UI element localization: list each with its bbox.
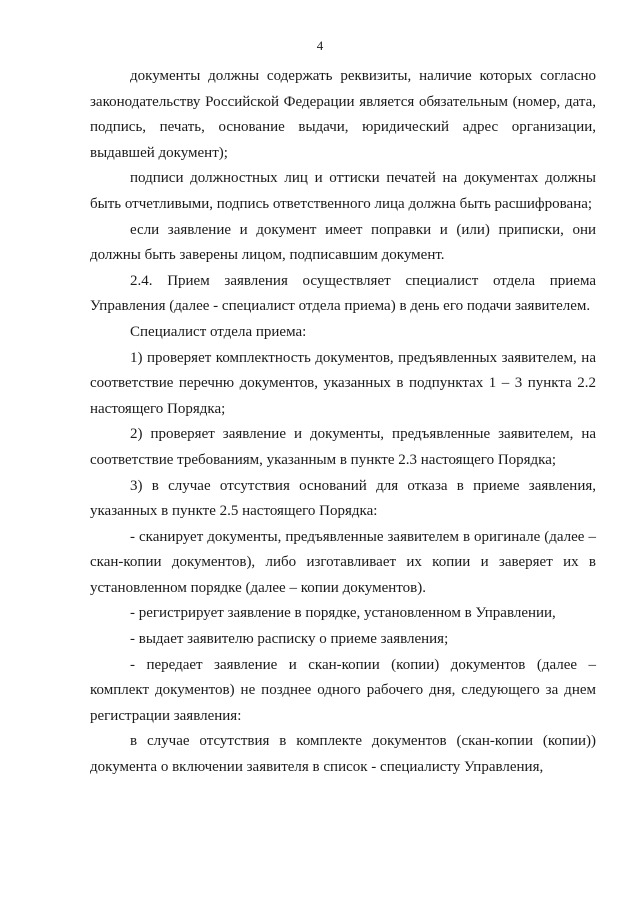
paragraph: документы должны содержать реквизиты, наличие которых согласно законодательству Российской Федерации является обязательным (номер, дата, подпись, печать, основание выдачи, юридический адрес организации, выдавшей документ); — [90, 68, 596, 161]
paragraph: 1) проверяет комплектность документов, предъявленных заявителем, на соответствие перечню документов, указанных в подпунктах 1 – 3 пункта 2.2 настоящего Порядка; — [90, 349, 596, 417]
paragraph: 2) проверяет заявление и документы, предъявленные заявителем, на соответствие требованиям, указанным в пункте 2.3 настоящего Порядка; — [90, 426, 596, 468]
paragraph: в случае отсутствия в комплекте документов (скан-копии (копии)) документа о включении заявителя в список - специалисту Управления, — [90, 733, 596, 776]
paragraph: Специалист отдела приема: — [130, 323, 307, 340]
paragraph: - передает заявление и скан-копии (копии) документов (далее – комплект документов) не позднее одного рабочего дня, следующего за днем регистрации заявления: — [90, 656, 596, 724]
paragraph: - регистрирует заявление в порядке, установленном в Управлении, — [130, 605, 556, 622]
document-body — [90, 64, 596, 781]
page-number: 4 — [316, 38, 324, 53]
paragraph: - выдает заявителю расписку о приеме заявления; — [130, 631, 449, 648]
paragraph: если заявление и документ имеет поправки и (или) приписки, они должны быть заверены лицом, подписавшим документ. — [90, 221, 596, 264]
paragraph: 3) в случае отсутствия оснований для отказа в приеме заявления, указанных в пункте 2.5 настоящего Порядка: — [90, 477, 596, 520]
paragraph: - сканирует документы, предъявленные заявителем в оригинале (далее – скан-копии документов), либо изготавливает их копии и заверяет их в установленном порядке (далее – копии документов). — [90, 528, 596, 596]
paragraph: подписи должностных лиц и оттиски печатей на документах должны быть отчетливыми, подпись ответственного лица должна быть расшифрована; — [90, 170, 596, 212]
paragraph: 2.4. Прием заявления осуществляет специалист отдела приема Управления (далее - специалист отдела приема) в день его подачи заявителем. — [90, 272, 596, 315]
